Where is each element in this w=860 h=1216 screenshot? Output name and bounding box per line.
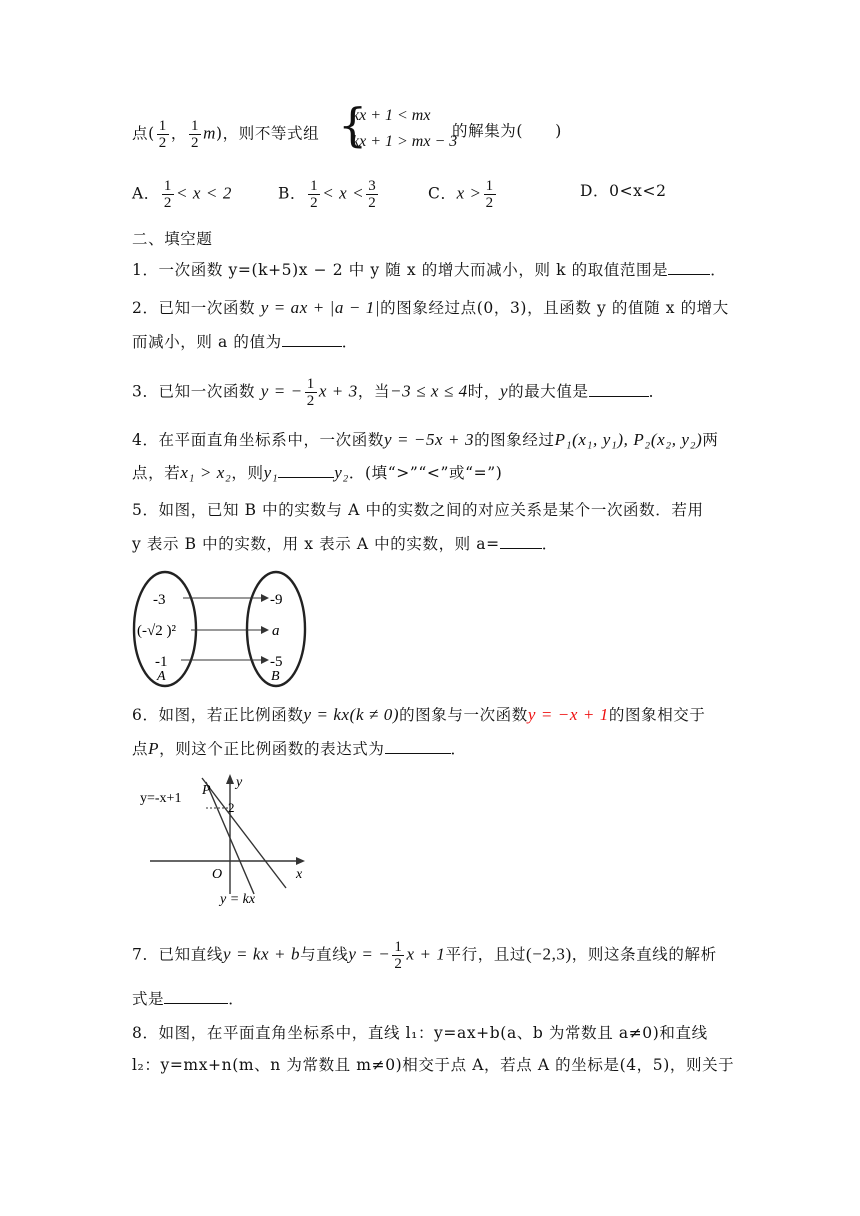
set-a-label: A [157, 669, 166, 684]
option-c: C．x > $\frac{1}{2}$ [428, 178, 494, 211]
mapping-diagram [131, 568, 311, 690]
set-b-value-3: -5 [270, 654, 283, 670]
question-4-line-1: 4．在平面直角坐标系中，一次函数y = −5x + 3的图象经过P₁(x₁, y₁), P₂(x₂, y₂)两 [132, 430, 719, 449]
option-a: A． $\frac{1}{2}$ < x < 2 [132, 178, 232, 211]
system-line-2: kx + 1 > mx − 3 [352, 133, 458, 150]
kx-label: y = kx [220, 892, 256, 907]
question-1: 1．一次函数 y=(k+5)x − 2 中 y 随 x 的增大而减小，则 k 的取值范围是 ． [132, 261, 727, 279]
question-5-line-1: 5．如图，已知 B 中的实数与 A 中的实数之间的对应关系是某个一次函数．若用 [132, 501, 704, 519]
answer-blank[interactable] [668, 260, 710, 275]
y-axis-label: y [236, 775, 243, 790]
function-graph [136, 772, 336, 912]
set-a-value-3: -1 [155, 654, 168, 670]
answer-blank[interactable] [589, 382, 649, 397]
intro-point-prefix: 点( [132, 124, 155, 143]
set-b-value-1: -9 [270, 592, 283, 608]
option-d: D．0<x<2 [580, 182, 667, 200]
answer-blank[interactable] [282, 332, 342, 347]
question-6-line-1: 6．如图，若正比例函数y = kx(k ≠ 0)的图象与一次函数y = −x + 1的图象相交于 [132, 705, 706, 724]
set-a-value-1: -3 [153, 592, 166, 608]
answer-blank[interactable] [385, 739, 451, 754]
set-b-label: B [271, 669, 280, 684]
question-8-line-1: 8．如图，在平面直角坐标系中，直线 l₁：y=ax+b(a、b 为常数且 a≠0)和直线 [132, 1024, 708, 1042]
question-6-line-2: 点P，则这个正比例函数的表达式为 ． [132, 739, 467, 758]
highlighted-function: y = −x + 1 [527, 705, 609, 724]
system-line-1: kx + 1 < mx [352, 107, 431, 124]
question-7-line-1: 7．已知直线y = kx + b与直线y = − $\frac{1}{2}$ x + 1平行，且过(−2,3)，则这条直线的解析 [132, 939, 717, 972]
intro-line [132, 118, 319, 151]
fraction-half-m: $\frac{1}{2}$ [190, 118, 200, 151]
line-label: y=-x+1 [140, 791, 182, 806]
point-p-label: P [202, 783, 211, 798]
question-2-line-2: 而减小，则 a 的值为 ． [132, 333, 358, 351]
intro-tail: 的解集为( ) [452, 122, 562, 140]
origin-label: O [212, 867, 223, 882]
question-5-line-2: y 表示 B 中的实数，用 x 表示 A 中的实数，则 a= ． [132, 535, 558, 553]
set-a-value-2: (-√2 )² [137, 623, 176, 639]
set-b-value-2: a [272, 623, 280, 639]
question-3: 3．已知一次函数 y = − $\frac{1}{2}$ x + 3，当−3 ≤ x ≤ 4时，y的最大值是 ． [132, 376, 665, 409]
question-4-line-2: 点，若x₁ > x₂，则y₁ y₂．(填“>”“<”或“=”) [132, 463, 503, 482]
question-2-line-1: 2．已知一次函数 y = ax + |a − 1|的图象经过点(0，3)，且函数 y 的值随 x 的增大 [132, 298, 729, 317]
intro-point-suffix: )，则不等式组 [215, 124, 320, 143]
section-title: 二、填空题 [132, 230, 213, 248]
x-axis-label: x [296, 867, 303, 882]
option-b: B． $\frac{1}{2}$ < x < $\frac{3}{2}$ [278, 178, 377, 211]
answer-blank[interactable] [500, 534, 542, 549]
question-8-line-2: l₂：y=mx+n(m、n 为常数且 m≠0)相交于点 A，若点 A 的坐标是(4，5)，则关于 [132, 1056, 735, 1074]
intro-comma: ， [170, 124, 187, 143]
system-brace: { [338, 98, 368, 152]
answer-blank[interactable] [164, 989, 228, 1004]
tick-two-label: 2 [228, 800, 235, 815]
intro-m: m [203, 123, 216, 143]
answer-blank[interactable] [278, 463, 334, 478]
fraction-half: $\frac{1}{2}$ [158, 118, 167, 151]
question-7-line-2: 式是 ． [132, 990, 245, 1008]
